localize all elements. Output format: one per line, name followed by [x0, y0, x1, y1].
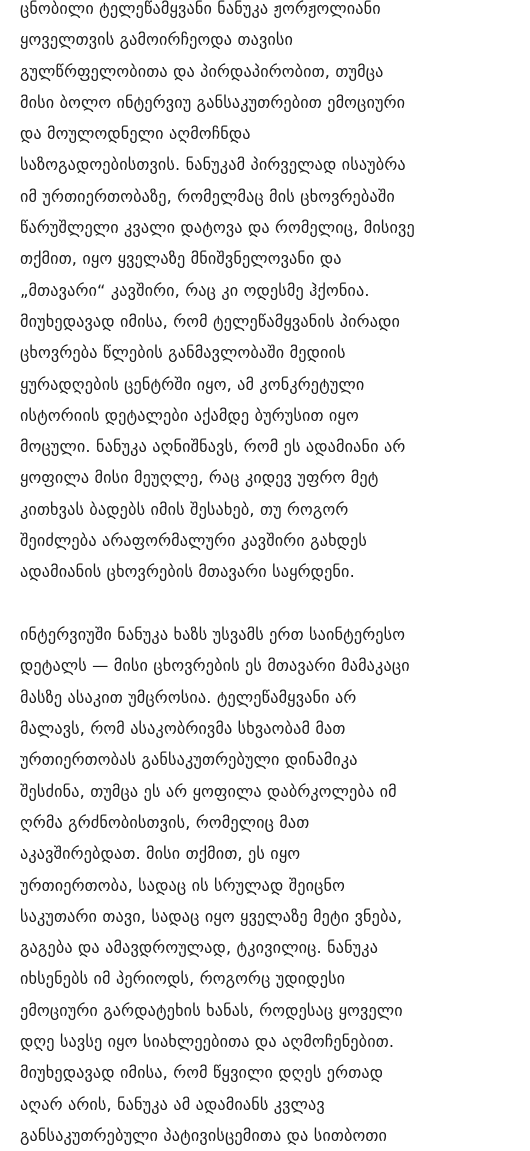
text-line: ყოველთვის გამოირჩეოდა თავისი [20, 30, 294, 50]
text-line: იმ ურთიერთობაზე, რომელმაც მის ცხოვრებაში [20, 186, 395, 206]
text-line: ადამიანის ცხოვრების მთავარი საყრდენი. [20, 562, 355, 582]
text-line: ისტორიის დეტალები აქამდე ბურუსით იყო [20, 405, 359, 425]
text-line: იხსენებს იმ პერიოდს, როგორც უდიდესი [20, 969, 346, 989]
article-paragraph-1 [20, 0, 520, 588]
text-line: ურთიერთობა, სადაც ის სრულად შეიცნო [20, 875, 346, 895]
text-line: გულწრფელობითა და პირდაპირობით, თუმცა [20, 61, 384, 81]
text-line: კითხვას ბადებს იმის შესახებ, თუ როგორ [20, 499, 349, 519]
text-line: „მთავარი“ კავშირი, რაც კი ოდესმე ჰქონია. [20, 280, 370, 300]
text-line: მიუხედავად იმისა, რომ წყვილი დღეს ერთად [20, 1063, 384, 1083]
text-line: მიუხედავად იმისა, რომ ტელეწამყვანის პირადი [20, 311, 401, 331]
text-line: მალავს, რომ ასაკობრივმა სხვაობამ მათ [20, 719, 346, 739]
text-line: მასზე ასაკით უმცროსია. ტელეწამყვანი არ [20, 687, 357, 707]
text-line: წარუშლელი კვალი დატოვა და რომელიც, მისივე [20, 218, 415, 238]
text-line: განსაკუთრებული პატივისცემითა და სითბოთი [20, 1125, 388, 1145]
text-line: დეტალს — მისი ცხოვრების ეს მთავარი მამაკაცი [20, 656, 410, 676]
text-line: ყურადღების ცენტრში იყო, ამ კონკრეტული [20, 374, 365, 394]
text-line: აკავშირებდათ. მისი თქმით, ეს იყო [20, 844, 301, 864]
paragraph-spacer [20, 588, 520, 620]
text-line: აღარ არის, ნანუკა ამ ადამიანს კვლავ [20, 1094, 325, 1114]
text-line: მისი ბოლო ინტერვიუ განსაკუთრებით ემოციური [20, 92, 406, 112]
text-line: ღრმა გრძნობისთვის, რომელიც მათ [20, 812, 310, 832]
text-line: და მოულოდნელი აღმოჩნდა [20, 124, 251, 144]
text-line: გაგება და ამავდროულად, ტკივილიც. ნანუკა [20, 938, 379, 958]
text-line: ურთიერთობას განსაკუთრებული დინამიკა [20, 750, 358, 770]
text-line: საზოგადოებისთვის. ნანუკამ პირველად ისაუბრა [20, 155, 406, 175]
text-line: დღე სავსე იყო სიახლეებითა და აღმოჩენებით. [20, 1032, 395, 1051]
text-line: ემოციური გარდატეხის ხანას, როდესაც ყოველი [20, 1000, 403, 1020]
article-paragraph-2 [20, 619, 520, 1151]
text-line: ინტერვიუში ნანუკა ხაზს უსვამს ერთ საინტერესო [20, 625, 406, 645]
text-line: მოცული. ნანუკა აღნიშნავს, რომ ეს ადამიანი არ [20, 437, 406, 457]
text-line: ცნობილი ტელეწამყვანი ნანუკა ჟორჟოლიანი [20, 0, 381, 18]
text-line: საკუთარი თავი, სადაც იყო ყველაზე მეტი ვნება, [20, 906, 403, 926]
text-line: თქმით, იყო ყველაზე მნიშვნელოვანი და [20, 249, 342, 269]
text-line: ცხოვრება წლების განმავლობაში მედიის [20, 343, 346, 363]
text-line: ყოფილა მისი მეუღლე, რაც კიდევ უფრო მეტ [20, 468, 379, 488]
text-line: შესძინა, თუმცა ეს არ ყოფილა დაბრკოლება იმ [20, 781, 397, 801]
article-body [20, 0, 520, 1151]
text-line: შეიძლება არაფორმალური კავშირი გახდეს [20, 531, 368, 551]
